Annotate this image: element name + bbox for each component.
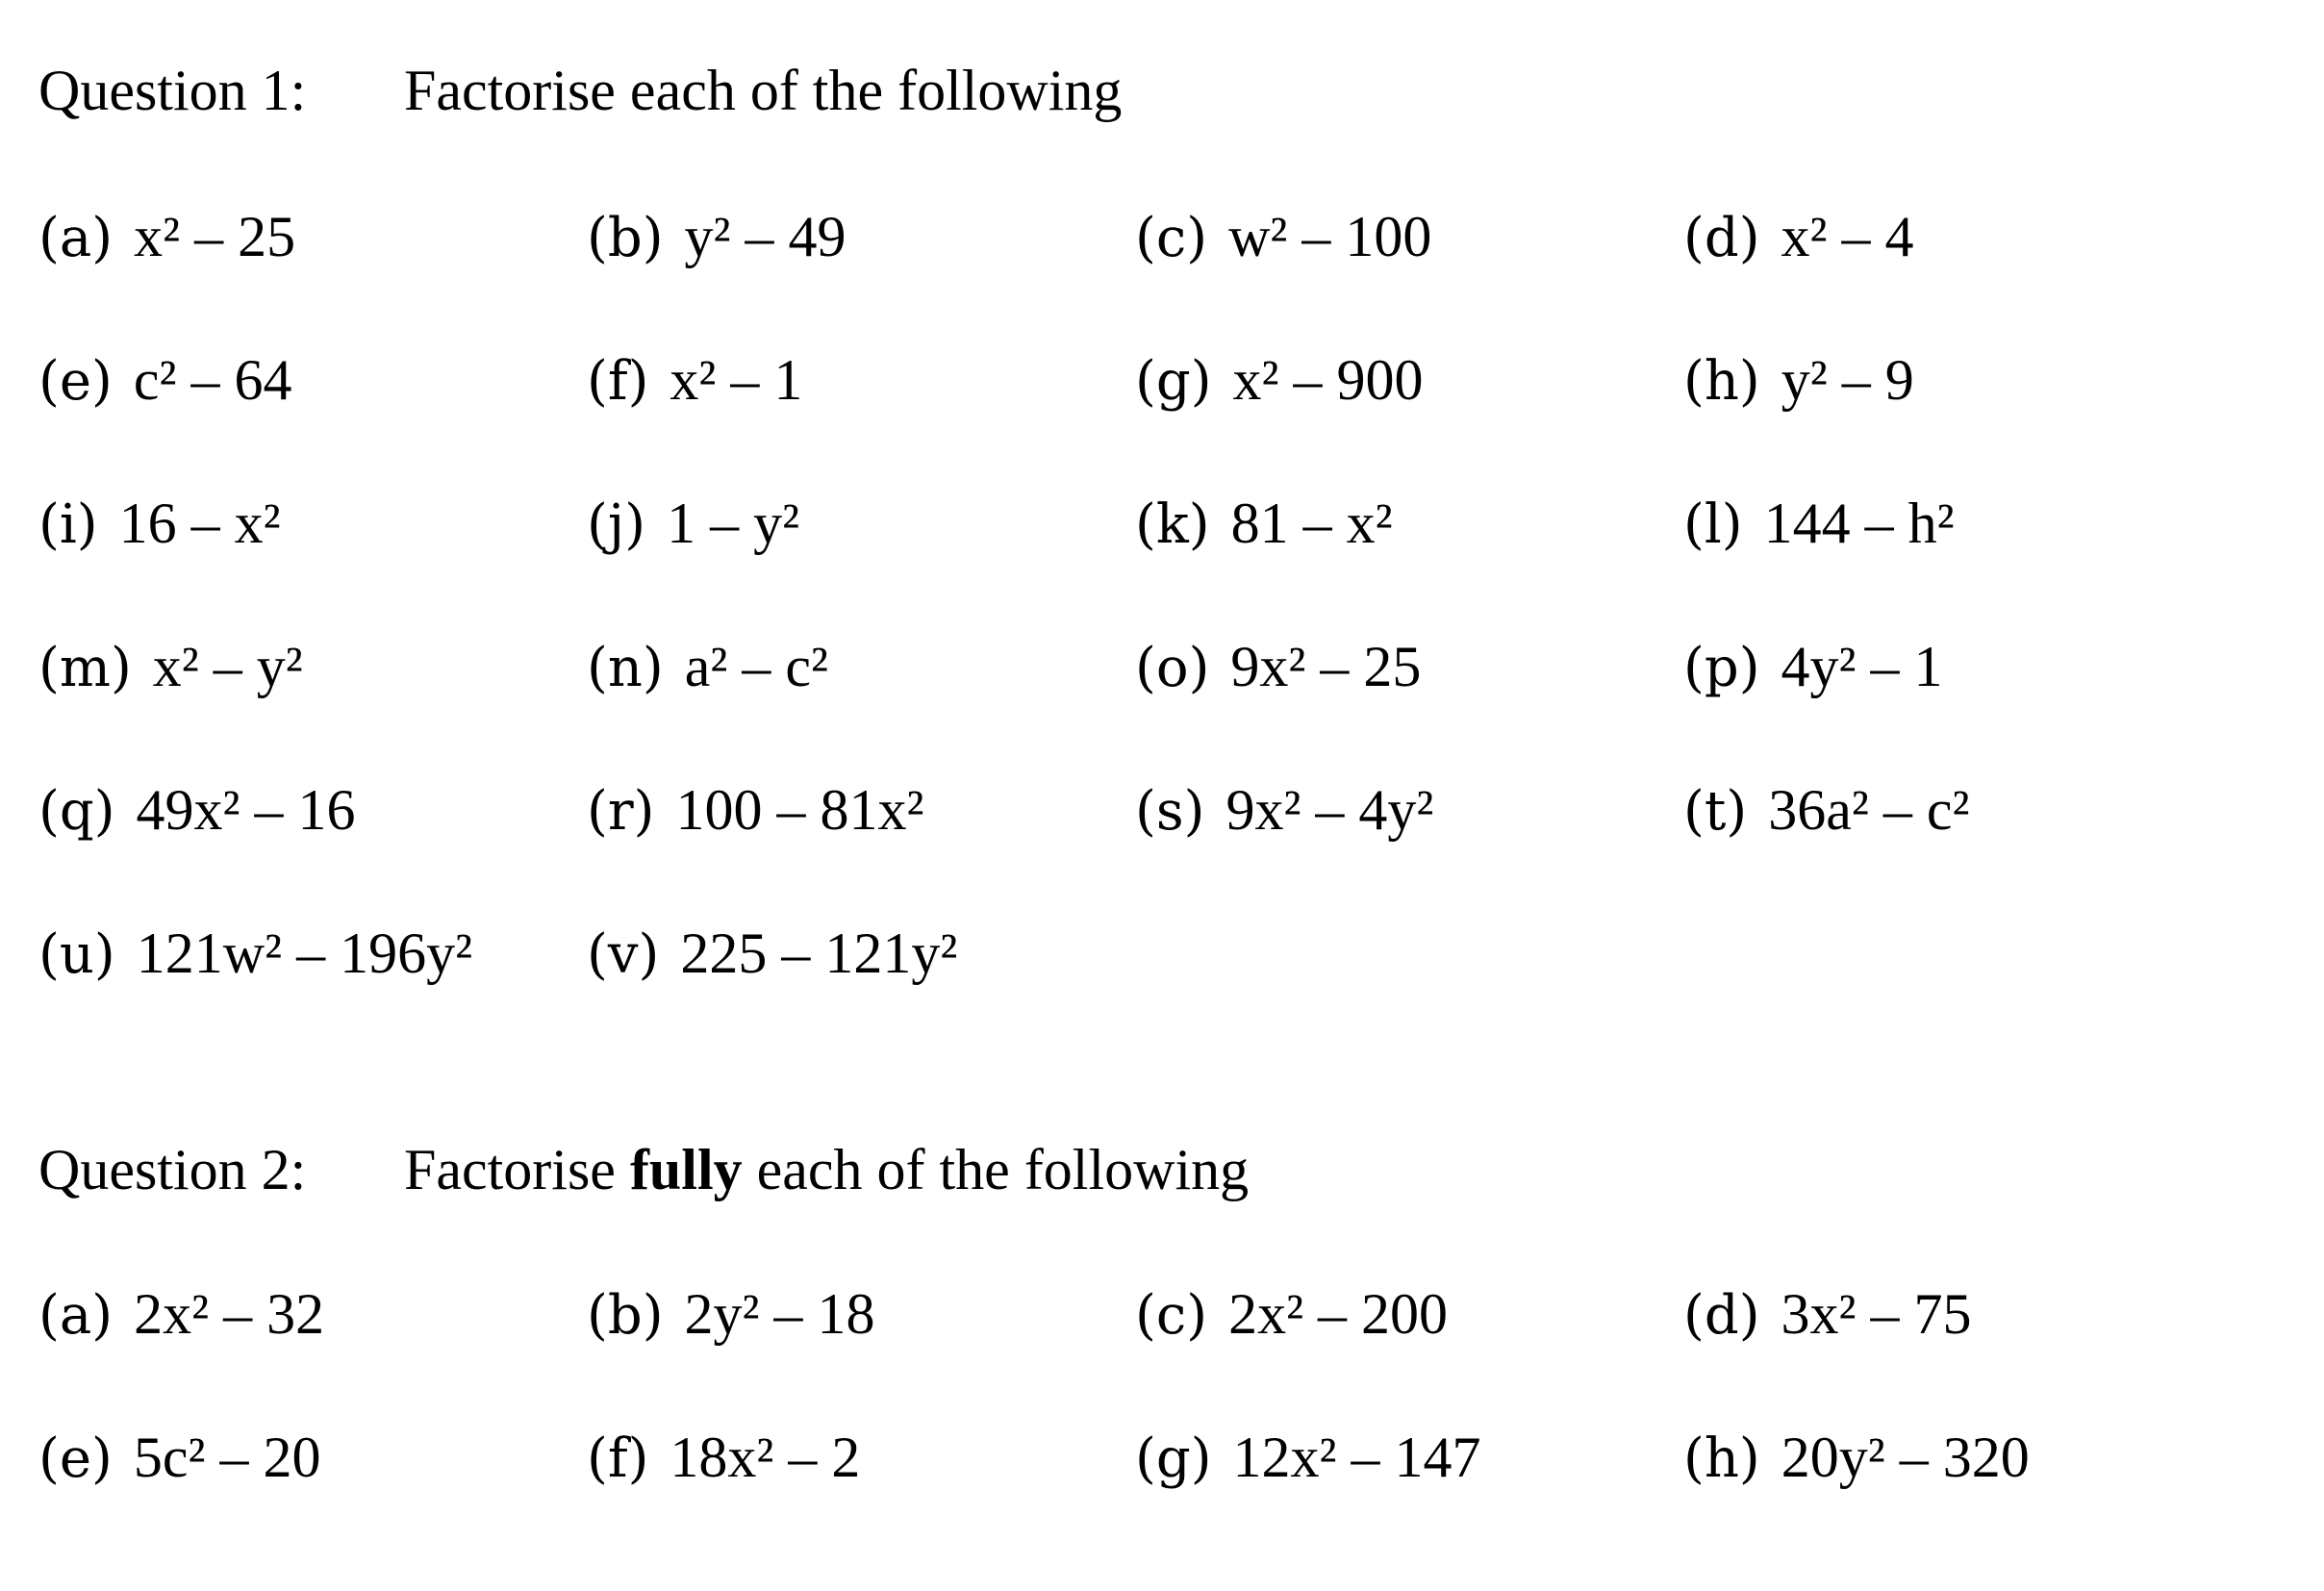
instruction-emphasis: fully [629, 1138, 743, 1201]
item-expression: 81 – x² [1230, 492, 1393, 555]
item-expression: x² – 900 [1232, 348, 1424, 412]
question-1-item [1135, 775, 1433, 846]
question-2-item [1135, 1279, 1448, 1351]
question-1-item [587, 489, 799, 560]
item-label: (j) [587, 493, 646, 556]
item-label: (t) [1683, 780, 1748, 843]
item-label: (u) [38, 923, 115, 986]
question-2-item [1683, 1423, 2030, 1494]
question-1-item [1683, 775, 1969, 846]
item-expression: c² – 64 [133, 348, 292, 412]
item-label: (g) [1135, 1427, 1212, 1490]
item-label: (k) [1135, 493, 1210, 556]
item-label: (b) [587, 207, 664, 269]
question-1-item [1683, 489, 1955, 560]
item-label: (v) [587, 923, 660, 986]
item-expression: 144 – h² [1763, 492, 1955, 555]
item-expression: x² – y² [152, 635, 303, 698]
item-label: (d) [1683, 1284, 1760, 1347]
item-expression: y² – 49 [684, 205, 846, 268]
item-label: (m) [38, 637, 132, 699]
question-1-item [587, 202, 846, 273]
item-label: (d) [1683, 207, 1760, 269]
question-1-row [38, 632, 2251, 775]
question-1-item [38, 202, 295, 273]
item-label: (p) [1683, 637, 1760, 699]
item-expression: 2x² – 200 [1228, 1282, 1449, 1346]
question-1-item [38, 919, 472, 990]
question-2-item [38, 1279, 324, 1351]
question-1-row [38, 345, 2251, 489]
question-1-item [587, 775, 923, 846]
item-expression: 9x² – 25 [1230, 635, 1422, 698]
item-label: (q) [38, 780, 115, 843]
item-expression: 100 – 81x² [675, 778, 924, 842]
question-1-item [1135, 202, 1431, 273]
question-2-item [587, 1423, 860, 1494]
question-1-item [587, 345, 802, 417]
item-label: (l) [1683, 493, 1743, 556]
question-1-grid [38, 202, 2251, 1062]
question-1-item [1135, 489, 1393, 560]
item-expression: 12x² – 147 [1232, 1426, 1481, 1489]
item-label: (h) [1683, 1427, 1760, 1490]
item-label: (s) [1135, 780, 1205, 843]
item-label: (c) [1135, 207, 1208, 269]
item-label: (a) [38, 1284, 114, 1347]
question-1-item [38, 345, 291, 417]
question-1-label: Question 1: [38, 59, 307, 122]
question-2-row [38, 1423, 2251, 1566]
question-2-item [38, 1423, 320, 1494]
question-1-item [38, 632, 303, 703]
item-expression: x² – 1 [669, 348, 803, 412]
question-1-item [38, 775, 356, 846]
item-expression: 16 – x² [118, 492, 281, 555]
instruction-text-before: Factorise [404, 1138, 630, 1201]
question-1-row [38, 489, 2251, 632]
item-expression: a² – c² [684, 635, 829, 698]
question-1-heading [38, 56, 1122, 125]
item-expression: 2x² – 32 [134, 1282, 325, 1346]
item-expression: 1 – y² [667, 492, 800, 555]
item-expression: 9x² – 4y² [1225, 778, 1434, 842]
item-expression: y² – 9 [1781, 348, 1914, 412]
item-label: (c) [1135, 1284, 1208, 1347]
item-label: (n) [587, 637, 664, 699]
question-2-item [587, 1279, 875, 1351]
item-expression: 18x² – 2 [669, 1426, 861, 1489]
item-expression: x² – 4 [1781, 205, 1914, 268]
question-2-heading [38, 1135, 1249, 1204]
question-1-item [1683, 632, 1943, 703]
item-label: (e) [38, 1427, 113, 1490]
question-1-row [38, 202, 2251, 345]
question-1-item [1135, 345, 1424, 417]
item-expression: 225 – 121y² [680, 922, 958, 985]
question-1-row [38, 919, 2251, 1062]
question-1-instruction: Factorise each of the following [404, 59, 1123, 122]
instruction-text-after: each of the following [742, 1138, 1250, 1201]
item-expression: 20y² – 320 [1781, 1426, 2030, 1489]
question-1-item [1683, 345, 1914, 417]
question-1-item [587, 632, 828, 703]
question-2-row [38, 1279, 2251, 1423]
question-1-item [1135, 632, 1421, 703]
item-label: (b) [587, 1284, 664, 1347]
item-label: (r) [587, 780, 655, 843]
item-label: (f) [587, 1427, 649, 1490]
item-expression: 121w² – 196y² [136, 922, 473, 985]
item-label: (f) [587, 350, 649, 413]
item-expression: 5c² – 20 [133, 1426, 321, 1489]
question-2-instruction [404, 1138, 1249, 1201]
question-2-label: Question 2: [38, 1138, 307, 1201]
question-1-row [38, 775, 2251, 919]
item-label: (a) [38, 207, 114, 269]
item-label: (e) [38, 350, 113, 413]
item-expression: 36a² – c² [1768, 778, 1970, 842]
question-2-item [1683, 1279, 1972, 1351]
item-expression: 49x² – 16 [136, 778, 356, 842]
item-label: (g) [1135, 350, 1212, 413]
item-expression: 2y² – 18 [684, 1282, 875, 1346]
question-1-item [38, 489, 281, 560]
item-label: (o) [1135, 637, 1210, 699]
question-1-item [587, 919, 957, 990]
item-label: (i) [38, 493, 98, 556]
item-expression: 4y² – 1 [1781, 635, 1943, 698]
item-expression: 3x² – 75 [1781, 1282, 1972, 1346]
question-2-item [1135, 1423, 1481, 1494]
question-2-grid [38, 1279, 2251, 1566]
question-1-item [1683, 202, 1914, 273]
item-label: (h) [1683, 350, 1760, 413]
item-expression: w² – 100 [1228, 205, 1432, 268]
item-expression: x² – 25 [134, 205, 296, 268]
